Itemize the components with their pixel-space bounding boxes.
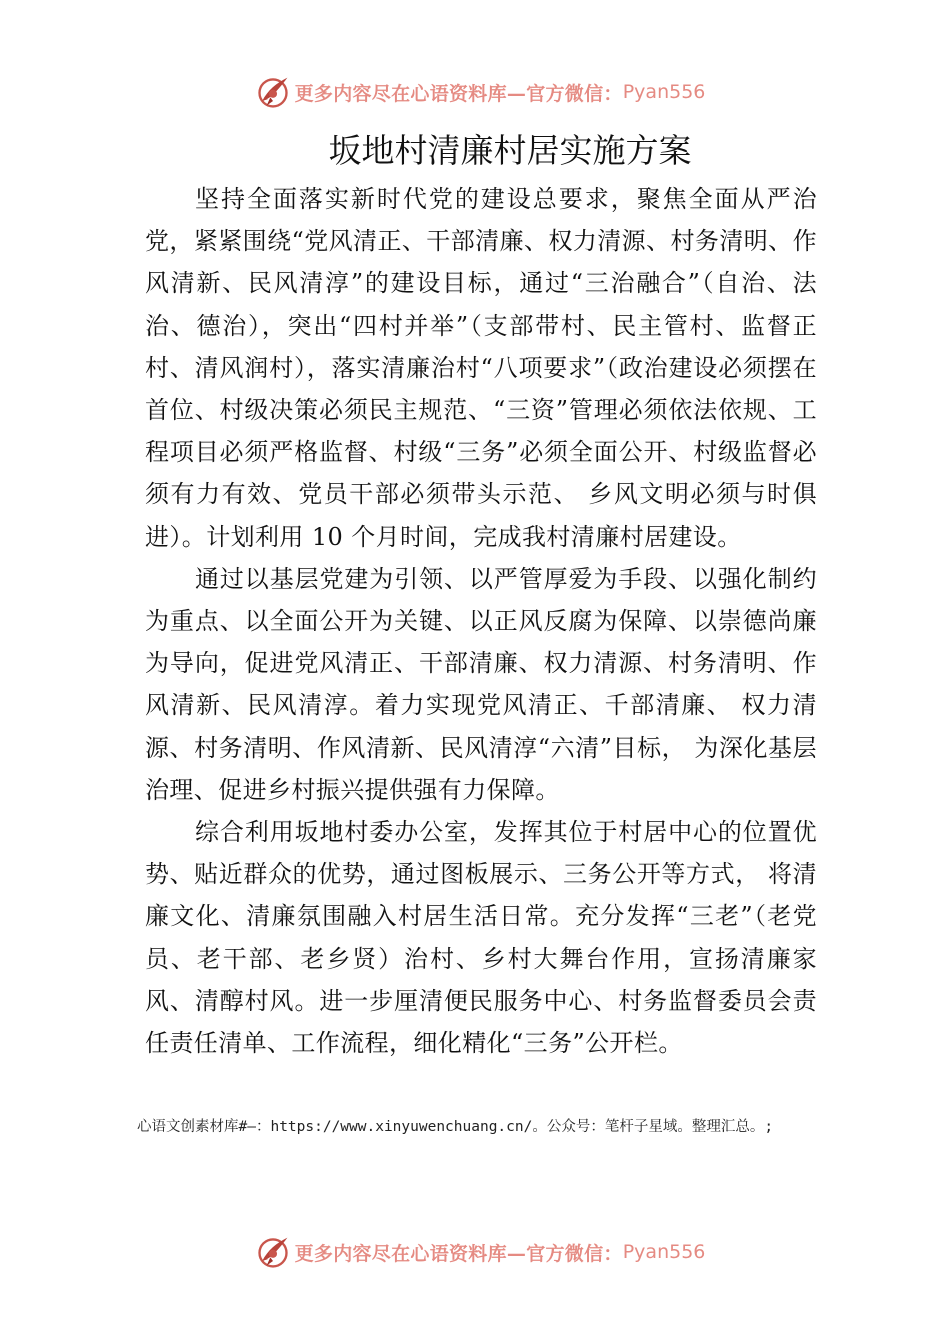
header-banner-text: 更多内容尽在心语资料库—官方微信： bbox=[294, 82, 623, 105]
paragraph-2: 通过以基层党建为引领、以严管厚爱为手段、以强化制约为重点、以全面公开为关键、以正风反腐为保障、以崇德尚廉为导向，促进党风清正、干部清廉、权力清源、村务清明、作风清新、民风清淳。着力实现党风清正、千部清廉、 权力清源、村务清明、作风清新、民风清淳“六清”目标， 为深化基层治理、促进乡村振兴提供强有力保障。 bbox=[145, 564, 817, 804]
dove-quill-icon bbox=[255, 1234, 291, 1270]
header-banner bbox=[0, 70, 950, 114]
footer-banner-text: 更多内容尽在心语资料库—官方微信： bbox=[294, 1242, 623, 1265]
source-note: 心语文创素材库#—：https://www.xinyuwenchuang.cn/。公众号：笔杆子星域。整理汇总。; bbox=[137, 1119, 774, 1135]
footer-banner bbox=[0, 1230, 950, 1274]
dove-quill-icon bbox=[255, 74, 291, 110]
document-body bbox=[145, 178, 817, 1064]
footer-banner-wechat-id: Pyan556 bbox=[622, 1241, 706, 1263]
paragraph-1: 坚持全面落实新时代党的建设总要求，聚焦全面从严治党，紧紧围绕“党风清正、干部清廉、权力清源、村务清明、作风清新、民风清淳”的建设目标，通过“三治融合”（自治、法治、德治），突出“四村并举”（支部带村、民主管村、监督正村、清风润村），落实清廉治村“八项要求”（政治建设必须摆在首位、村级决策必须民主规范、“三资”管理必须依法依规、工程项目必须严格监督、村级“三务”必须全面公开、村级监督必须有力有效、党员干部必须带头示范、 乡风文明必须与时俱进）。计划利用 10 个月时间，完成我村清廉村居建设。 bbox=[145, 185, 817, 551]
header-banner-wechat-id: Pyan556 bbox=[622, 81, 706, 103]
paragraph-3: 综合利用坂地村委办公室，发挥其位于村居中心的位置优势、贴近群众的优势，通过图板展示、三务公开等方式， 将清廉文化、清廉氛围融入村居生活日常。充分发挥“三老”（老党员、老干部、老乡贤）治村、乡村大舞台作用，宣扬清廉家风、清醇村风。进一步厘清便民服务中心、村务监督委员会责任责任清单、工作流程，细化精化“三务”公开栏。 bbox=[145, 818, 817, 1058]
document-title: 坂地村清廉村居实施方案 bbox=[328, 131, 692, 170]
footer-banner-content bbox=[255, 1234, 706, 1270]
header-banner-content bbox=[255, 74, 706, 110]
